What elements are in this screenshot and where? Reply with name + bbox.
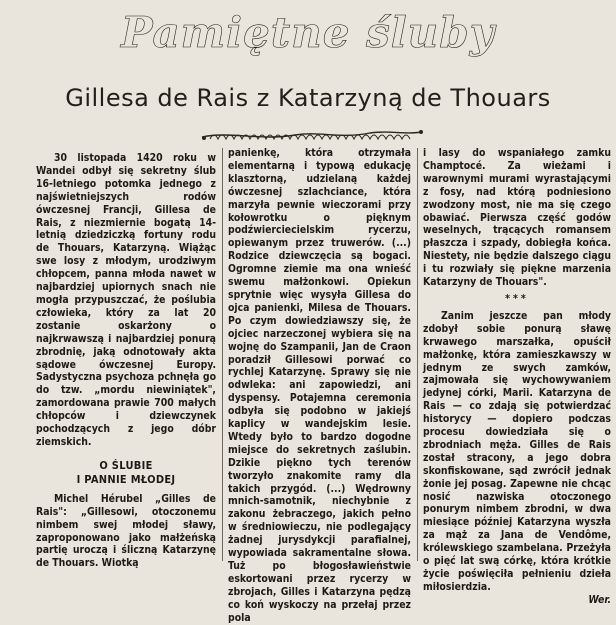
column-rule: [417, 148, 418, 561]
author-signature: Wer.: [588, 593, 611, 606]
article-lead: 30 listopada 1420 roku: [54, 152, 197, 164]
section-heading: O ŚLUBIE I PANNIE MŁODEJ: [76, 458, 176, 486]
article-column-3: [423, 147, 611, 607]
article-column-2: [228, 147, 411, 625]
ornament-divider-icon: [200, 123, 425, 145]
section-separator: ***: [505, 292, 529, 305]
article-title: Pamiętne śluby: [121, 8, 495, 57]
article-column-1: [36, 152, 216, 570]
column-rule: [222, 148, 223, 561]
article-paragraph: Zanim jeszcze pan młody zdobył sobie ponurą sławę krwawego marszałka, opuścił małżonkę, która zamieszkawszy w jednym ze swych zamków, zajmowała się wychowywaniem jedynej córki, Marii. Katarzyna de Rais — co zdają się potwierdzać historycy — dopiero podczas procesu dowiedziała się o zbrodniach męża. Gilles de Rais został stracony, a jego dobra skonfiskowane, sąd zwrócił jednak żonie jej posag. Zapewne nie chcąc nosić nazwiska otoczonego ponurym nimbem zbrodni, w dwa miesiące później Katarzyna wyszła za mąż za Jana de Vendôme, królewskiego szambelana. Przeżyła o pięć lat swą córkę, która krótkie życie poświęciła pełnieniu dzieła miłosierdzia.: [423, 309, 611, 593]
article-subtitle: Gillesa de Rais z Katarzyną de Thouars: [65, 84, 551, 112]
article-paragraph: i lasy do wspaniałego zamku Champtocé. Za wieżami i warownymi murami wyrastającymi z fosy, nad którą podniesiono zwodzony most, nie ma się czego obawiać. Pierwsza część godów weselnych, trącących romansem płaszcza i szpady, dobiegła końca. Niestety, nie będzie dalszego ciągu i tu rozwiały się piękne marzenia Katarzyny de Thouars".: [423, 147, 611, 289]
article-paragraph: Michel Hérubel „Gilles de Rais": „Gillesowi, otoczonemu nimbem swej młodej sławy, zaproponowano jako małżeńską partię uroczą i śliczną Katarzynę de Thouars. Wiotką: [36, 492, 216, 570]
article-paragraph: w Wandei odbył się sekretny ślub 16-letniego potomka jednego z najświetniejszych rodów ówczesnej Francji, Gillesa de Rais, z niezmiernie bogatą 14-letnią dziedziczką fortuny rodu de Thouars, Katarzyną. Wiążąc swe losy z młodym, urodziwym chłopcem, panna młoda nawet w najbardziej upiornych snach nie mogła przypuszczać, że poślubia człowieka, który za lat 20 zostanie oskarżony o najkrwawszą i najbardziej ponurą zbrodnię, jaką odnotowały akta sądowe ówczesnej Europy. Sadystyczna psychoza pchnęła go do tzw. „mordu niewiniątek", zamordowana prawie 700 małych chłopców i dziewczynek pochodzących z jego dóbr ziemskich.: [36, 152, 216, 448]
article-paragraph: panienkę, która otrzymała elementarną i typową edukację klasztorną, udzielaną każdej ówczesnej szlachciance, która marzyła pewnie wieczorami przy kołowrotku o pięknym podźwierciecielskim rycerzu, opiewanym przez truwerów. (...) Rodzice dziewczęcia są bogaci. Ogromne ziemie ma ona wnieść swemu małżonkowi. Opiekun sprytnie więc wysyła Gillesa do ojca panienki, Milesa de Thouars. Po czym dowiedziawszy się, że ojciec narzeczonej wybiera się na wojnę do Szampanii, Jan de Craon poradził Gillesowi porwać co rychlej Katarzynę. Sprawy się nie odwleka: ani zapowiedzi, ani dyspensy. Potajemna ceremonia odbyła się podobno w jakiejś kaplicy w wandejskim lesie. Wtedy było to bardzo dogodne miejsce do sekretnych zaślubin. Dzikie piękno tych terenów tworzyło znakomite ramy dla takich przygód. (...) Wędrowny mnich-samotnik, niechybnie z zakonu żebraczego, jakich pełno w średniowieczu, nie podlegający żadnej jurysdykcji parafialnej, wypowiada sakramentalne słowa. Tuż po błogosławieństwie eskortowani przez rycerzy w zbrojach, Gilles i Katarzyna pędzą co koń wyskoczy na przełaj przez pola: [228, 147, 411, 624]
